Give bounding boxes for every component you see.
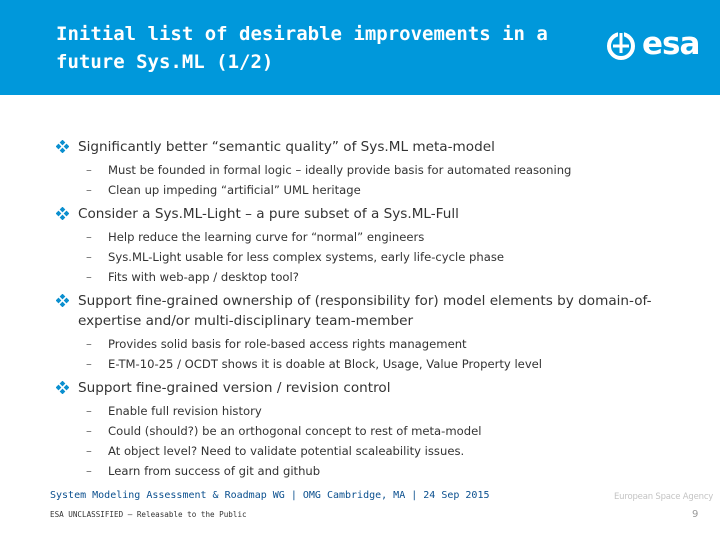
bullet-item — [56, 204, 696, 287]
sub-item — [78, 227, 696, 247]
dash-marker: – — [86, 250, 92, 264]
sub-item — [78, 160, 696, 180]
dash-marker: – — [86, 357, 92, 371]
sub-list — [78, 334, 696, 374]
sub-item-text: Must be founded in formal logic – ideally provide basis for automated reasoning — [108, 163, 572, 177]
esa-emblem-icon — [606, 31, 638, 61]
diamond-bullet-icon — [56, 381, 69, 394]
sub-item-text: Provides solid basis for role-based access rights management — [108, 337, 467, 351]
logo-wordmark: esa — [642, 26, 700, 62]
dash-marker: – — [86, 444, 92, 458]
sub-list — [78, 160, 696, 200]
sub-item-text: Help reduce the learning curve for “normal” engineers — [108, 230, 425, 244]
sub-item — [78, 267, 696, 287]
dash-marker: – — [86, 183, 92, 197]
sub-item-text: Fits with web-app / desktop tool? — [108, 270, 299, 284]
sub-item-text: At object level? Need to validate potential scaleability issues. — [108, 444, 465, 458]
sub-item — [78, 334, 696, 354]
sub-item — [78, 401, 696, 421]
agency-wordmark: European Space Agency — [614, 492, 714, 502]
sub-item — [78, 461, 696, 481]
dash-marker: – — [86, 230, 92, 244]
sub-item — [78, 180, 696, 200]
dash-marker: – — [86, 337, 92, 351]
bullet-text: Significantly better “semantic quality” of Sys.ML meta-model — [78, 139, 495, 155]
bullet-item — [56, 378, 696, 481]
dash-marker: – — [86, 270, 92, 284]
sub-list — [78, 401, 696, 481]
sub-list — [78, 227, 696, 287]
sub-item-text: Enable full revision history — [108, 404, 262, 418]
slide-title: Initial list of desirable improvements in a future Sys.ML (1/2) — [56, 23, 548, 73]
bullet-text: Support fine-grained ownership of (responsibility for) model elements by domain-of-expertise and/or multi-disciplinary team-member — [78, 293, 652, 329]
bullet-item — [56, 291, 696, 374]
sub-item-text: Clean up impeding “artificial” UML heritage — [108, 183, 361, 197]
sub-item — [78, 421, 696, 441]
sub-item — [78, 354, 696, 374]
bullet-list — [56, 137, 696, 481]
dash-marker: – — [86, 404, 92, 418]
diamond-bullet-icon — [56, 207, 69, 220]
bullet-text: Consider a Sys.ML-Light – a pure subset of a Sys.ML-Full — [78, 206, 459, 222]
title-bar — [0, 0, 720, 95]
sub-item-text: Learn from success of git and github — [108, 464, 321, 478]
sub-item — [78, 441, 696, 461]
bullet-item — [56, 137, 696, 200]
classification-label: ESA UNCLASSIFIED – Releasable to the Public — [50, 510, 247, 519]
sub-item — [78, 247, 696, 267]
dash-marker: – — [86, 464, 92, 478]
bullet-text: Support fine-grained version / revision control — [78, 380, 391, 396]
sub-item-text: Sys.ML-Light usable for less complex systems, early life-cycle phase — [108, 250, 505, 264]
diamond-bullet-icon — [56, 294, 69, 307]
sub-item-text: E-TM-10-25 / OCDT shows it is doable at Block, Usage, Value Property level — [108, 357, 543, 371]
diamond-bullet-icon — [56, 140, 69, 153]
page-number: 9 — [692, 509, 699, 520]
footer-event-text: System Modeling Assessment & Roadmap WG | OMG Cambridge, MA | 24 Sep 2015 — [50, 490, 490, 501]
esa-logo — [606, 28, 706, 64]
dash-marker: – — [86, 163, 92, 177]
sub-item-text: Could (should?) be an orthogonal concept to rest of meta-model — [108, 424, 482, 438]
dash-marker: – — [86, 424, 92, 438]
